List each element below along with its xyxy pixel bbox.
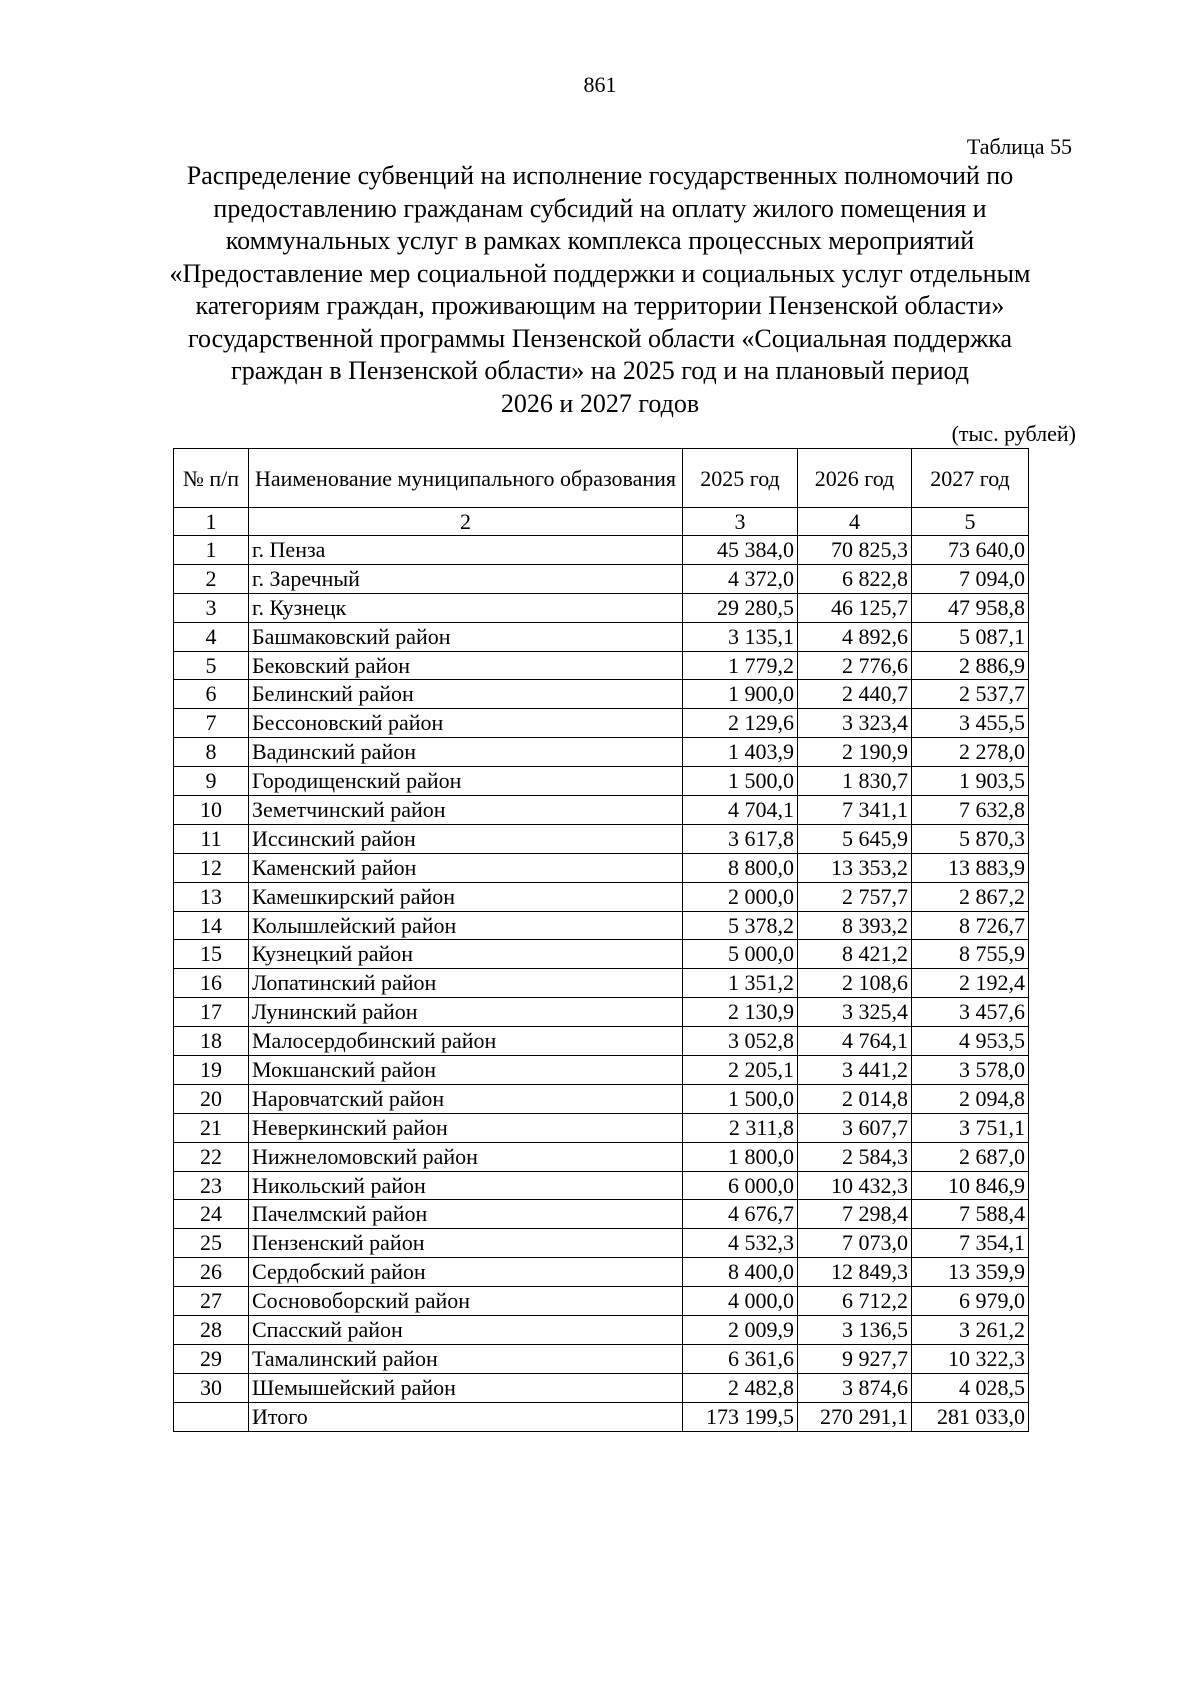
row-number-cell: 22 <box>174 1142 249 1171</box>
header-number: № п/п <box>174 449 249 508</box>
value-2027-cell: 3 261,2 <box>912 1316 1029 1345</box>
value-2025-cell: 1 500,0 <box>683 1084 798 1113</box>
value-2027-cell: 7 094,0 <box>912 564 1029 593</box>
value-2026-cell: 3 874,6 <box>798 1373 912 1402</box>
table-row <box>174 1171 1029 1200</box>
table-row <box>174 1027 1029 1056</box>
value-2025-cell: 2 311,8 <box>683 1113 798 1142</box>
row-number-cell: 23 <box>174 1171 249 1200</box>
table-row <box>174 969 1029 998</box>
value-2026-cell: 46 125,7 <box>798 593 912 622</box>
table-row <box>174 1084 1029 1113</box>
table-row <box>174 622 1029 651</box>
row-number-cell: 25 <box>174 1229 249 1258</box>
value-2025-cell: 1 500,0 <box>683 767 798 796</box>
row-number-cell: 16 <box>174 969 249 998</box>
table-body <box>174 536 1029 1403</box>
table-row <box>174 738 1029 767</box>
table-row <box>174 767 1029 796</box>
title-line: государственной программы Пензенской области «Социальная поддержка <box>187 323 1012 353</box>
value-2026-cell: 9 927,7 <box>798 1344 912 1373</box>
column-number: 1 <box>174 508 249 536</box>
value-2027-cell: 7 588,4 <box>912 1200 1029 1229</box>
value-2025-cell: 3 052,8 <box>683 1027 798 1056</box>
row-number-cell: 19 <box>174 1056 249 1085</box>
value-2025-cell: 2 130,9 <box>683 998 798 1027</box>
municipality-cell: Земетчинский район <box>249 796 683 825</box>
value-2027-cell: 10 846,9 <box>912 1171 1029 1200</box>
value-2026-cell: 12 849,3 <box>798 1258 912 1287</box>
total-2025-cell: 173 199,5 <box>683 1402 798 1431</box>
table-row <box>174 882 1029 911</box>
table-row <box>174 709 1029 738</box>
value-2025-cell: 4 532,3 <box>683 1229 798 1258</box>
municipality-cell: Колышлейский район <box>249 911 683 940</box>
header-2026: 2026 год <box>798 449 912 508</box>
value-2026-cell: 2 190,9 <box>798 738 912 767</box>
table-row <box>174 1229 1029 1258</box>
document-title <box>120 160 1080 420</box>
row-number-cell: 5 <box>174 651 249 680</box>
value-2027-cell: 6 979,0 <box>912 1287 1029 1316</box>
row-number-cell: 29 <box>174 1344 249 1373</box>
value-2026-cell: 2 440,7 <box>798 680 912 709</box>
header-2027: 2027 год <box>912 449 1029 508</box>
value-2027-cell: 5 870,3 <box>912 824 1029 853</box>
value-2026-cell: 4 892,6 <box>798 622 912 651</box>
value-2025-cell: 1 351,2 <box>683 969 798 998</box>
row-number-cell: 13 <box>174 882 249 911</box>
table-row <box>174 1258 1029 1287</box>
value-2025-cell: 1 800,0 <box>683 1142 798 1171</box>
header-2025: 2025 год <box>683 449 798 508</box>
table-row <box>174 1113 1029 1142</box>
value-2025-cell: 2 129,6 <box>683 709 798 738</box>
title-line: граждан в Пензенской области» на 2025 год и на плановый период <box>231 356 969 385</box>
table-row <box>174 593 1029 622</box>
title-line: предоставлению гражданам субсидий на оплату жилого помещения и <box>213 193 987 223</box>
value-2026-cell: 1 830,7 <box>798 767 912 796</box>
total-2027-cell: 281 033,0 <box>912 1402 1029 1431</box>
title-line: категориям граждан, проживающим на территории Пензенской области» <box>195 291 1005 320</box>
value-2025-cell: 2 000,0 <box>683 882 798 911</box>
total-number-cell <box>174 1402 249 1431</box>
column-number: 5 <box>912 508 1029 536</box>
row-number-cell: 21 <box>174 1113 249 1142</box>
row-number-cell: 28 <box>174 1316 249 1345</box>
value-2026-cell: 2 014,8 <box>798 1084 912 1113</box>
value-2026-cell: 3 441,2 <box>798 1056 912 1085</box>
value-2026-cell: 13 353,2 <box>798 853 912 882</box>
municipality-cell: Тамалинский район <box>249 1344 683 1373</box>
value-2027-cell: 10 322,3 <box>912 1344 1029 1373</box>
table-row <box>174 1142 1029 1171</box>
value-2026-cell: 7 073,0 <box>798 1229 912 1258</box>
table-row <box>174 1287 1029 1316</box>
municipality-cell: Каменский район <box>249 853 683 882</box>
table-row <box>174 940 1029 969</box>
municipality-cell: Лопатинский район <box>249 969 683 998</box>
municipality-cell: Неверкинский район <box>249 1113 683 1142</box>
value-2027-cell: 2 687,0 <box>912 1142 1029 1171</box>
table-row <box>174 1344 1029 1373</box>
value-2027-cell: 7 632,8 <box>912 796 1029 825</box>
table-row <box>174 1056 1029 1085</box>
value-2026-cell: 3 607,7 <box>798 1113 912 1142</box>
value-2025-cell: 1 779,2 <box>683 651 798 680</box>
value-2026-cell: 70 825,3 <box>798 536 912 565</box>
value-2026-cell: 2 757,7 <box>798 882 912 911</box>
table-row <box>174 651 1029 680</box>
value-2025-cell: 29 280,5 <box>683 593 798 622</box>
row-number-cell: 3 <box>174 593 249 622</box>
row-number-cell: 4 <box>174 622 249 651</box>
value-2026-cell: 2 584,3 <box>798 1142 912 1171</box>
value-2026-cell: 6 822,8 <box>798 564 912 593</box>
value-2026-cell: 3 325,4 <box>798 998 912 1027</box>
municipality-cell: Камешкирский район <box>249 882 683 911</box>
value-2025-cell: 5 000,0 <box>683 940 798 969</box>
row-number-cell: 15 <box>174 940 249 969</box>
value-2027-cell: 3 457,6 <box>912 998 1029 1027</box>
page-number: 861 <box>583 72 617 97</box>
value-2026-cell: 2 108,6 <box>798 969 912 998</box>
title-line: коммунальных услуг в рамках комплекса процессных мероприятий <box>225 226 975 255</box>
row-number-cell: 7 <box>174 709 249 738</box>
value-2027-cell: 8 755,9 <box>912 940 1029 969</box>
row-number-cell: 30 <box>174 1373 249 1402</box>
value-2026-cell: 5 645,9 <box>798 824 912 853</box>
table-row <box>174 536 1029 565</box>
row-number-cell: 6 <box>174 680 249 709</box>
municipality-cell: Мокшанский район <box>249 1056 683 1085</box>
row-number-cell: 1 <box>174 536 249 565</box>
municipality-cell: Лунинский район <box>249 998 683 1027</box>
row-number-cell: 17 <box>174 998 249 1027</box>
value-2027-cell: 2 192,4 <box>912 969 1029 998</box>
row-number-cell: 18 <box>174 1027 249 1056</box>
value-2025-cell: 3 617,8 <box>683 824 798 853</box>
table-row <box>174 998 1029 1027</box>
table-row <box>174 1200 1029 1229</box>
value-2025-cell: 4 676,7 <box>683 1200 798 1229</box>
value-2027-cell: 2 867,2 <box>912 882 1029 911</box>
municipality-cell: г. Пенза <box>249 536 683 565</box>
municipality-cell: Башмаковский район <box>249 622 683 651</box>
municipality-cell: Иссинский район <box>249 824 683 853</box>
value-2026-cell: 6 712,2 <box>798 1287 912 1316</box>
value-2027-cell: 7 354,1 <box>912 1229 1029 1258</box>
value-2027-cell: 2 886,9 <box>912 651 1029 680</box>
value-2025-cell: 3 135,1 <box>683 622 798 651</box>
municipality-cell: Вадинский район <box>249 738 683 767</box>
table-header-row <box>174 449 1029 508</box>
value-2027-cell: 2 094,8 <box>912 1084 1029 1113</box>
value-2025-cell: 1 900,0 <box>683 680 798 709</box>
municipality-cell: Нижнеломовский район <box>249 1142 683 1171</box>
value-2027-cell: 3 455,5 <box>912 709 1029 738</box>
row-number-cell: 9 <box>174 767 249 796</box>
value-2025-cell: 6 000,0 <box>683 1171 798 1200</box>
municipality-cell: Бессоновский район <box>249 709 683 738</box>
column-number-row <box>174 508 1029 536</box>
value-2025-cell: 2 482,8 <box>683 1373 798 1402</box>
municipality-cell: Малосердобинский район <box>249 1027 683 1056</box>
municipality-cell: Сердобский район <box>249 1258 683 1287</box>
value-2027-cell: 5 087,1 <box>912 622 1029 651</box>
municipality-cell: Спасский район <box>249 1316 683 1345</box>
title-line: «Предоставление мер социальной поддержки и социальных услуг отдельным <box>169 258 1031 288</box>
column-number: 4 <box>798 508 912 536</box>
value-2025-cell: 4 372,0 <box>683 564 798 593</box>
table-row <box>174 853 1029 882</box>
value-2026-cell: 4 764,1 <box>798 1027 912 1056</box>
table-label: Таблица 55 <box>966 134 1072 159</box>
value-2027-cell: 3 578,0 <box>912 1056 1029 1085</box>
row-number-cell: 26 <box>174 1258 249 1287</box>
municipality-cell: г. Заречный <box>249 564 683 593</box>
title-line: Распределение субвенций на исполнение государственных полномочий по <box>186 161 1014 190</box>
row-number-cell: 14 <box>174 911 249 940</box>
municipality-cell: Пензенский район <box>249 1229 683 1258</box>
total-2026-cell: 270 291,1 <box>798 1402 912 1431</box>
column-number: 3 <box>683 508 798 536</box>
value-2026-cell: 3 323,4 <box>798 709 912 738</box>
value-2027-cell: 2 537,7 <box>912 680 1029 709</box>
row-number-cell: 11 <box>174 824 249 853</box>
table-row <box>174 1316 1029 1345</box>
value-2027-cell: 73 640,0 <box>912 536 1029 565</box>
value-2025-cell: 8 400,0 <box>683 1258 798 1287</box>
municipality-cell: Белинский район <box>249 680 683 709</box>
municipality-cell: г. Кузнецк <box>249 593 683 622</box>
value-2026-cell: 2 776,6 <box>798 651 912 680</box>
value-2026-cell: 8 393,2 <box>798 911 912 940</box>
value-2026-cell: 10 432,3 <box>798 1171 912 1200</box>
row-number-cell: 27 <box>174 1287 249 1316</box>
units-label: (тыс. рублей) <box>951 421 1076 446</box>
value-2027-cell: 1 903,5 <box>912 767 1029 796</box>
value-2025-cell: 45 384,0 <box>683 536 798 565</box>
total-row <box>174 1402 1029 1431</box>
table-row <box>174 564 1029 593</box>
table-row <box>174 911 1029 940</box>
table-row <box>174 824 1029 853</box>
title-line: 2026 и 2027 годов <box>500 388 700 418</box>
table-row <box>174 1373 1029 1402</box>
value-2027-cell: 4 028,5 <box>912 1373 1029 1402</box>
header-municipality: Наименование муниципального образования <box>249 449 683 508</box>
value-2027-cell: 4 953,5 <box>912 1027 1029 1056</box>
row-number-cell: 20 <box>174 1084 249 1113</box>
value-2026-cell: 3 136,5 <box>798 1316 912 1345</box>
value-2025-cell: 4 704,1 <box>683 796 798 825</box>
column-number: 2 <box>249 508 683 536</box>
municipality-cell: Сосновоборский район <box>249 1287 683 1316</box>
municipality-cell: Шемышейский район <box>249 1373 683 1402</box>
total-label-cell: Итого <box>249 1402 683 1431</box>
municipality-cell: Наровчатский район <box>249 1084 683 1113</box>
municipality-cell: Никольский район <box>249 1171 683 1200</box>
value-2027-cell: 47 958,8 <box>912 593 1029 622</box>
municipality-cell: Кузнецкий район <box>249 940 683 969</box>
row-number-cell: 8 <box>174 738 249 767</box>
value-2027-cell: 3 751,1 <box>912 1113 1029 1142</box>
value-2026-cell: 7 341,1 <box>798 796 912 825</box>
subvention-table <box>173 448 1029 1432</box>
value-2027-cell: 8 726,7 <box>912 911 1029 940</box>
value-2025-cell: 2 009,9 <box>683 1316 798 1345</box>
value-2025-cell: 8 800,0 <box>683 853 798 882</box>
value-2026-cell: 8 421,2 <box>798 940 912 969</box>
value-2025-cell: 6 361,6 <box>683 1344 798 1373</box>
value-2025-cell: 5 378,2 <box>683 911 798 940</box>
municipality-cell: Городищенский район <box>249 767 683 796</box>
row-number-cell: 2 <box>174 564 249 593</box>
table-row <box>174 680 1029 709</box>
value-2025-cell: 2 205,1 <box>683 1056 798 1085</box>
value-2027-cell: 2 278,0 <box>912 738 1029 767</box>
row-number-cell: 24 <box>174 1200 249 1229</box>
row-number-cell: 10 <box>174 796 249 825</box>
municipality-cell: Пачелмский район <box>249 1200 683 1229</box>
value-2027-cell: 13 883,9 <box>912 853 1029 882</box>
table-row <box>174 796 1029 825</box>
value-2025-cell: 1 403,9 <box>683 738 798 767</box>
value-2026-cell: 7 298,4 <box>798 1200 912 1229</box>
municipality-cell: Бековский район <box>249 651 683 680</box>
value-2025-cell: 4 000,0 <box>683 1287 798 1316</box>
row-number-cell: 12 <box>174 853 249 882</box>
value-2027-cell: 13 359,9 <box>912 1258 1029 1287</box>
